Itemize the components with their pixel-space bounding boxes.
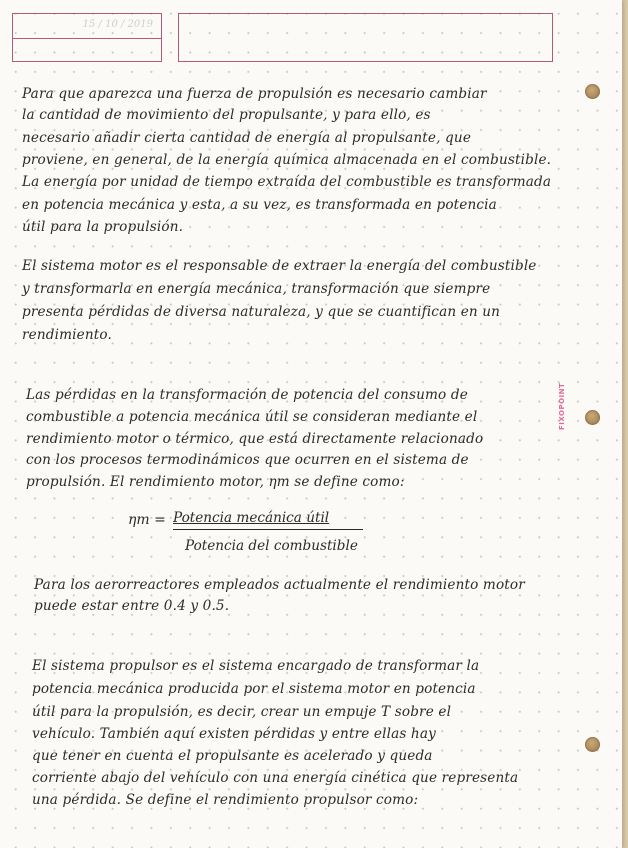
handwritten-line: con los procesos termodinámicos que ocurren en el sistema de (26, 452, 469, 468)
handwritten-line: proviene, en general, de la energía química almacenada en el combustible. (22, 152, 552, 168)
handwritten-line: la cantidad de movimiento del propulsante, y para ello, es (22, 107, 431, 123)
header-box-date (12, 13, 162, 62)
handwritten-line: que tener en cuenta el propulsante es acelerado y queda (32, 748, 433, 764)
handwritten-line: en potencia mecánica y esta, a su vez, es transformada en potencia (22, 197, 497, 213)
handwritten-line: corriente abajo del vehículo con una energía cinética que representa (32, 770, 519, 786)
formula-numerator: Potencia mecánica útil (173, 510, 363, 530)
handwritten-line: vehículo. También aquí existen pérdidas y entre ellas hay (32, 726, 436, 742)
handwritten-line: útil para la propulsión, es decir, crear un empuje T sobre el (32, 704, 452, 720)
handwritten-line: El sistema motor es el responsable de extraer la energía del combustible (22, 258, 537, 274)
header-box-title (178, 13, 553, 62)
handwritten-line: propulsión. El rendimiento motor, ηm se define como: (26, 474, 405, 490)
handwritten-line: potencia mecánica producida por el sistema motor en potencia (32, 681, 476, 697)
handwritten-line: Para los aerorreactores empleados actualmente el rendimiento motor (34, 577, 525, 593)
handwritten-line: El sistema propulsor es el sistema encargado de transformar la (32, 658, 480, 674)
brand-logo: FIXOPOINT (558, 382, 566, 430)
handwritten-line: Para que aparezca una fuerza de propulsión es necesario cambiar (22, 86, 487, 102)
handwritten-line: La energía por unidad de tiempo extraída del combustible es transformada (22, 174, 552, 190)
handwritten-line: y transformarla en energía mecánica, transformación que siempre (22, 281, 491, 297)
handwritten-line: combustible a potencia mecánica útil se consideran mediante el (26, 409, 478, 425)
handwritten-line: presenta pérdidas de diversa naturaleza, y que se cuantifican en un (22, 304, 501, 320)
handwritten-line: Las pérdidas en la transformación de potencia del consumo de (26, 387, 468, 403)
header-divider (13, 38, 161, 39)
binder-hole (585, 737, 600, 752)
binder-hole (585, 84, 600, 99)
handwritten-line: puede estar entre 0.4 y 0.5. (34, 598, 230, 614)
handwritten-line: rendimiento. (22, 327, 112, 343)
handwritten-line: rendimiento motor o térmico, que está directamente relacionado (26, 431, 484, 447)
formula-lhs: ηm = (128, 512, 166, 528)
handwritten-line: una pérdida. Se define el rendimiento propulsor como: (32, 792, 419, 808)
faint-bleed-text: 15 / 10 / 2019 (82, 19, 153, 30)
binder-hole (585, 410, 600, 425)
handwritten-line: necesario añadir cierta cantidad de energía al propulsante, que (22, 130, 472, 146)
formula-denominator: Potencia del combustible (185, 538, 358, 554)
handwritten-line: útil para la propulsión. (22, 219, 184, 235)
